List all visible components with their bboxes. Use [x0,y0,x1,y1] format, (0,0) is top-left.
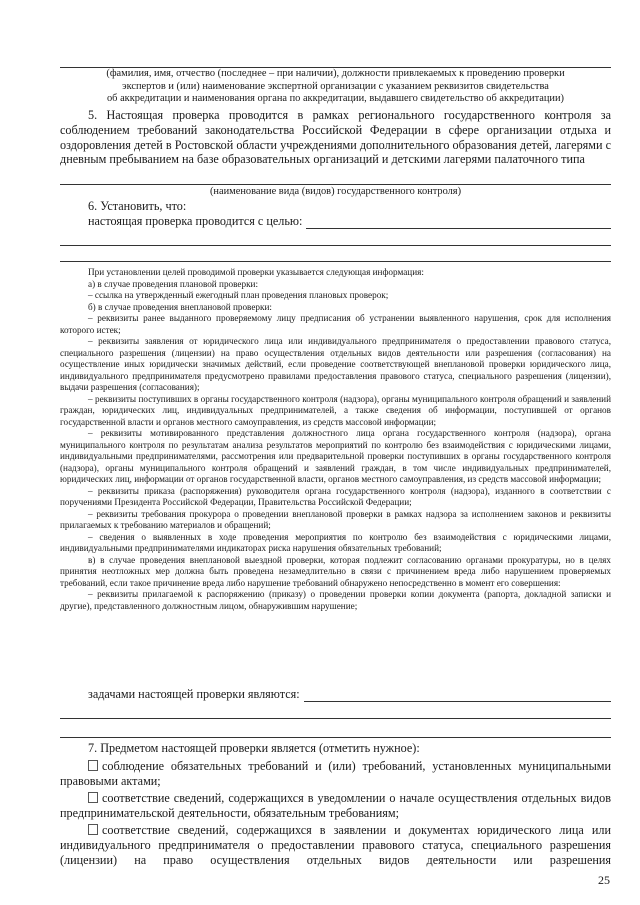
checkbox[interactable] [88,792,98,803]
fill-line [60,261,611,262]
page-number: 25 [598,873,610,887]
item-6-title: 6. Установить, что: [88,199,187,213]
fill-line [60,718,611,719]
purpose-label: настоящая проверка проводится с целью: [88,214,303,228]
item-5-text: 5. Настоящая проверка проводится в рамках регионального государственного контроля за соблюдением требований законодательства Российской Федерации в сфере организации отдыха и оздоровления детей в Ростовской области учреждениями дополнительного образования детей, лагерями с дневным пребыванием на базе образовательных организаций и детскими лагерями палаточного типа [60,108,611,167]
tasks-label: задачами настоящей проверки являются: [88,687,300,701]
purpose-info-block: При установлении целей проводимой проверки указывается следующая информация: а) в случае проведения плановой проверки: – ссылка на утвержденный ежегодный план проведения плановых проверок; б) в случае проведения внеплановой проверки: – реквизиты ранее выданного проверяемому лицу предписания об устранении выявленного нарушения, срок для исполнения которого истек; – реквизиты заявления от юридического лица или индивидуального предпринимателя о предоставлении правового статуса, специального разрешения (лицензии) на право осуществления отдельных видов деятельности или разрешения (согласования) на осуществление иных юридически значимых действий, если проведение соответствующей внеплановой проверки юридического лица, индивидуального предпринимателя предусмотрено правилами предоставления правового статуса, специального разрешения (лицензии), выдачи разрешения (согласования); – реквизиты поступивших в органы государственного контроля (надзора), органы муниципального контроля обращений и заявлений граждан, юридических лиц, индивидуальных предпринимателей, а также сведения об информации, поступившей от органов государственной власти и органов местного самоуправления, из средств массовой информации; – реквизиты мотивированного представления должностного лица органа государственного контроля (надзора), органа муниципального контроля по результатам анализа результатов мероприятий по контролю без взаимодействия с юридическими лицами, индивидуальными предпринимателями, рассмотрения или предварительной проверки поступивших в органы государственного контроля (надзора), органы муниципального контроля обращений и заявлений граждан, в том числе индивидуальных предпринимателей, юридических лиц, информации от органов государственной власти, органов местного самоуправления, из средств массовой информации; – реквизиты приказа (распоряжения) руководителя органа государственного контроля (надзора), изданного в соответствии с поручениями Президента Российской Федерации, Правительства Российской Федерации; – реквизиты требования прокурора о проведении внеплановой проверки в рамках надзора за исполнением законов и реквизиты прилагаемых к требованию материалов и обращений; – сведения о выявленных в ходе проведения мероприятия по контролю без взаимодействия с юридическими лицами, индивидуальными предпринимателями индикаторах риска нарушения обязательных требований; в) в случае проведения внеплановой выездной проверки, которая подлежит согласованию органами прокуратуры, но в целях принятия неотложных мер должна быть проведена незамедлительно в связи с причинением вреда либо нарушением проверяемых требований, если такое причинение вреда либо нарушение требований обнаружено непосредственно в момент его совершения: – реквизиты прилагаемой к распоряжению (приказу) о проведении проверки копии документа (рапорта, докладной записки и другие), представленного должностным лицом, обнаружившим нарушение; [60,267,611,611]
fill-line [60,245,611,246]
item-7-title: 7. Предметом настоящей проверки является (отметить нужное): [88,741,420,755]
experts-caption: (фамилия, имя, отчество (последнее – при наличии), должности привлекаемых к проведению проверки экспертов и (или) наименование экспертной организации с указанием реквизитов свидетельства об аккредитации и наименования органа по аккредитации, выдавшего свидетельство об аккредитации) [106,68,565,105]
checkbox[interactable] [88,760,98,771]
checkbox[interactable] [88,824,98,835]
purpose-row [88,214,611,229]
fill-line [60,737,611,738]
purpose-field[interactable] [306,217,611,229]
item-7-option-2: соответствие сведений, содержащихся в уведомлении о начале осуществления отдельных видов предпринимательской деятельности, обязательным требованиям; [60,791,611,820]
fill-line [60,184,611,185]
control-type-caption: (наименование вида (видов) государственного контроля) [209,186,462,197]
tasks-field[interactable] [304,690,611,702]
tasks-row [88,687,611,702]
item-7-option-3: соответствие сведений, содержащихся в заявлении и документах юридического лица или индивидуального предпринимателя о предоставлении правового статуса, специального разрешения (лицензии) на право осуществления отдельных видов деятельности или разрешения [60,823,611,867]
item-7-option-1: соблюдение обязательных требований и (или) требований, установленных муниципальными правовыми актами; [60,759,611,788]
